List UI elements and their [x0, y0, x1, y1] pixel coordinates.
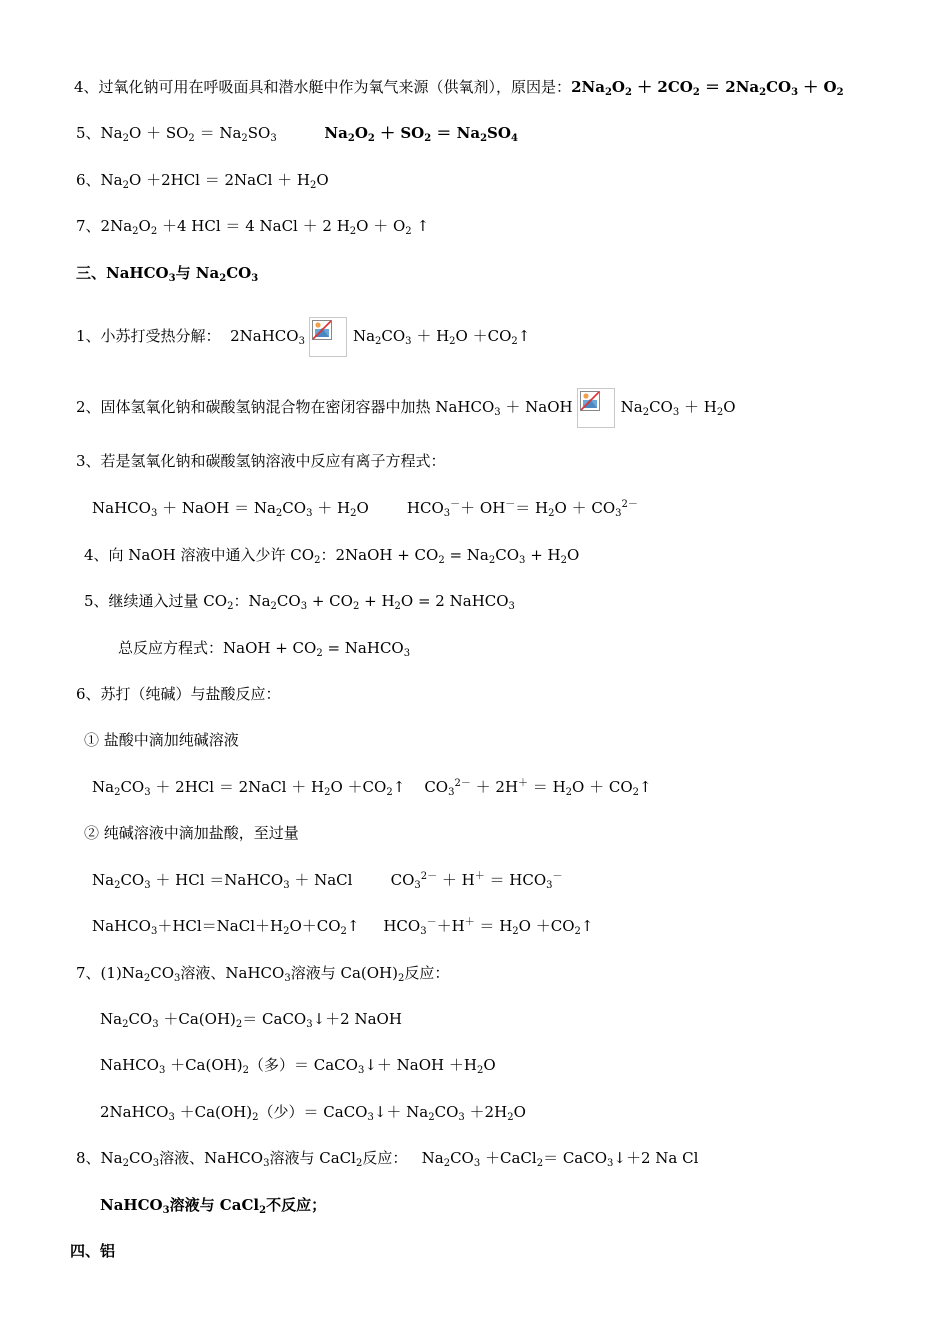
- subscript: 3: [367, 1112, 374, 1123]
- text-run: ＝ H: [474, 917, 513, 935]
- text-run: （少）＝ CaCO: [258, 1103, 368, 1121]
- subscript: 2: [511, 336, 518, 347]
- subscript: 2: [275, 508, 283, 519]
- text-run: 溶液与 CaCl: [169, 1196, 260, 1214]
- subscript: 4: [510, 133, 518, 144]
- text-run: O: [723, 398, 736, 416]
- text-run: NaHCO: [100, 1196, 163, 1214]
- subscript: 3: [283, 880, 290, 891]
- text-run: CO: [276, 592, 301, 610]
- subscript: 2: [143, 973, 151, 984]
- text-run: ＝ 2Na: [699, 78, 760, 96]
- text-run: O: [354, 124, 368, 142]
- subscript: 2: [604, 87, 612, 98]
- text-run: ＋HCl＝NaCl＋H: [157, 917, 284, 935]
- s3-item-5-overall: [118, 638, 410, 658]
- text-run: 反应： Na: [362, 1149, 444, 1167]
- text-run: 5、继续通入过量 CO: [84, 592, 228, 610]
- s3-item-7-heading: [76, 963, 449, 983]
- section-4-heading: [70, 1241, 115, 1261]
- subscript: 2: [316, 648, 323, 659]
- subscript: 2: [759, 87, 767, 98]
- subscript: 2: [624, 87, 632, 98]
- subscript: 2: [270, 601, 277, 612]
- text-run: ＋ NaOH: [500, 398, 573, 416]
- text-run: ＝ Na: [431, 124, 481, 142]
- subscript: 2: [512, 926, 519, 937]
- subscript: 3: [607, 1158, 614, 1169]
- subscript: 2: [574, 926, 581, 937]
- subscript: 2: [227, 601, 234, 612]
- text-run: ↑ CO: [392, 778, 449, 796]
- subscript: 2: [424, 133, 432, 144]
- text-run: ↓＋ Na: [373, 1103, 429, 1121]
- text-run: ＋Ca(OH): [158, 1010, 236, 1028]
- superscript: 2－: [420, 871, 438, 882]
- text-run: SO: [247, 124, 271, 142]
- text-run: O: [513, 1103, 526, 1121]
- subscript: 3: [306, 1019, 313, 1030]
- subscript: 2: [340, 926, 347, 937]
- subscript: 2: [480, 133, 488, 144]
- item-7-sodium-peroxide-hcl: [76, 216, 429, 236]
- subscript: 3: [168, 273, 176, 284]
- text-run: 2NaHCO: [100, 1103, 169, 1121]
- item-6-sodium-oxide-hcl: [76, 170, 329, 190]
- text-run: CO: [120, 871, 145, 889]
- s3-item-5-excess-co2: [84, 591, 515, 611]
- text-run: ＋CaCl: [480, 1149, 537, 1167]
- subscript: 3: [150, 926, 158, 937]
- text-run: 5、Na: [76, 124, 123, 142]
- text-run: NaHCO: [100, 1056, 159, 1074]
- superscript: －: [426, 917, 437, 928]
- subscript: 3: [615, 508, 622, 519]
- subscript: 2: [836, 87, 844, 98]
- s3-item-6-case-2: [84, 823, 299, 843]
- subscript: 3: [508, 601, 515, 612]
- subscript: 2: [507, 1112, 514, 1123]
- text-run: 三、NaHCO: [76, 264, 169, 282]
- text-run: O ＋ CO: [554, 499, 616, 517]
- text-run: O: [611, 78, 625, 96]
- subscript: 3: [443, 508, 451, 519]
- text-run: ＋ OH: [460, 499, 506, 517]
- text-run: 四、铝: [70, 1242, 116, 1260]
- text-run: ＝ CaCO: [242, 1010, 307, 1028]
- text-run: O＋CO: [289, 917, 341, 935]
- subscript: 2: [114, 880, 121, 891]
- text-run: ↑: [639, 778, 652, 796]
- subscript: 2: [428, 1112, 435, 1123]
- subscript: 2: [242, 1065, 249, 1076]
- text-run: CO: [495, 546, 520, 564]
- text-run: 7、2Na: [76, 217, 133, 235]
- text-run: 3、若是氢氧化钠和碳酸氢钠溶液中反应有离子方程式：: [76, 452, 446, 470]
- text-run: ↓＋ NaOH ＋H: [364, 1056, 477, 1074]
- subscript: 3: [251, 273, 259, 284]
- text-run: ＋ 2HCl ＝ 2NaCl ＋ H: [150, 778, 325, 796]
- text-run: ：2NaOH + CO: [320, 546, 439, 564]
- superscript: －: [552, 871, 563, 882]
- s3-item-7-eq1: [100, 1009, 402, 1029]
- subscript: 3: [152, 1158, 160, 1169]
- text-run: O ＋CO: [455, 327, 512, 345]
- text-run: ＋ SO: [374, 124, 425, 142]
- text-run: Na: [620, 398, 643, 416]
- subscript: 3: [519, 555, 526, 566]
- subscript: 2: [122, 133, 129, 144]
- subscript: 2: [716, 407, 724, 418]
- text-run: ：Na: [233, 592, 271, 610]
- subscript: 2: [188, 133, 195, 144]
- subscript: 3: [158, 1065, 166, 1076]
- subscript: 2: [375, 336, 382, 347]
- subscript: 2: [235, 1019, 243, 1030]
- text-run: 与 Na: [175, 264, 220, 282]
- text-run: 反应：: [404, 964, 450, 982]
- subscript: 2: [355, 1158, 363, 1169]
- superscript: 2－: [621, 499, 638, 510]
- s3-item-8-cacl2: [76, 1148, 698, 1168]
- subscript: 2: [283, 926, 290, 937]
- text-run: O: [566, 546, 580, 564]
- subscript: 2: [642, 407, 650, 418]
- subscript: 3: [298, 336, 305, 347]
- subscript: 3: [403, 648, 411, 659]
- superscript: ＋: [464, 917, 475, 928]
- s3-item-7-eq2: [100, 1055, 496, 1075]
- subscript: 3: [420, 926, 427, 937]
- text-run: 6、Na: [76, 171, 123, 189]
- text-run: 8、Na: [76, 1149, 123, 1167]
- text-run: + H: [525, 546, 561, 564]
- text-run: Na: [324, 124, 348, 142]
- text-run: 不反应；: [266, 1196, 327, 1214]
- text-run: ＋ H: [312, 499, 351, 517]
- subscript: 2: [386, 787, 393, 798]
- subscript: 3: [473, 1158, 481, 1169]
- s3-item-7-eq3: [100, 1102, 526, 1122]
- text-run: ＋Ca(OH): [165, 1056, 243, 1074]
- text-run: ＝ CaCO: [543, 1149, 608, 1167]
- text-run: O: [316, 171, 329, 189]
- text-run: ↑: [580, 917, 594, 935]
- superscript: －: [450, 499, 461, 510]
- text-run: ＋ H: [437, 871, 475, 889]
- text-run: 6、苏打（纯碱）与盐酸反应：: [76, 685, 281, 703]
- text-run: ＋ O: [798, 78, 837, 96]
- text-run: O = 2 NaHCO: [400, 592, 509, 610]
- subscript: 2: [114, 787, 121, 798]
- subscript: 2: [536, 1158, 544, 1169]
- s3-item-6-case-1: [84, 730, 239, 750]
- s3-item-3-ionic-intro: [76, 451, 446, 471]
- superscript: －: [505, 499, 516, 510]
- text-run: O ＋ CO: [572, 778, 633, 796]
- s3-item-2-solid-heating: [76, 388, 736, 428]
- text-run: ＋Ca(OH): [174, 1103, 253, 1121]
- text-run: 4、向 NaOH 溶液中通入少许 CO: [84, 546, 315, 564]
- subscript: 2: [122, 1158, 129, 1169]
- text-run: ↓＋2 Na Cl: [613, 1149, 699, 1167]
- text-run: CO: [120, 778, 145, 796]
- subscript: 3: [150, 508, 158, 519]
- text-run: ① 盐酸中滴加纯碱溶液: [84, 731, 239, 749]
- subscript: 2: [397, 973, 405, 984]
- text-run: CO: [282, 499, 307, 517]
- subscript: 3: [791, 87, 799, 98]
- text-run: O: [138, 217, 151, 235]
- subscript: 2: [367, 133, 375, 144]
- text-run: ↑ HCO: [346, 917, 421, 935]
- subscript: 2: [259, 1205, 267, 1216]
- text-run: CO: [434, 1103, 459, 1121]
- text-run: 溶液与 Ca(OH): [290, 964, 398, 982]
- s3-item-6-case-2-eq1: [92, 870, 563, 890]
- text-run: ＋ HCl ＝NaHCO: [150, 871, 284, 889]
- text-run: （多）＝ CaCO: [248, 1056, 358, 1074]
- text-run: SO: [487, 124, 511, 142]
- text-run: ＋2H: [464, 1103, 508, 1121]
- subscript: 3: [152, 1019, 159, 1030]
- text-run: 1、小苏打受热分解： 2NaHCO: [76, 327, 299, 345]
- section-3-heading: [76, 263, 258, 283]
- subscript: 3: [300, 601, 308, 612]
- text-run: ＋ NaCl CO: [289, 871, 415, 889]
- broken-image-icon: [577, 388, 615, 428]
- text-run: CO: [226, 264, 252, 282]
- subscript: 3: [284, 973, 291, 984]
- text-run: ② 纯碱溶液中滴加盐酸，至过量: [84, 824, 299, 842]
- subscript: 3: [448, 787, 455, 798]
- text-run: Na: [100, 1010, 123, 1028]
- subscript: 2: [347, 133, 355, 144]
- subscript: 2: [150, 226, 158, 237]
- subscript: 2: [352, 601, 360, 612]
- text-run: ＋H: [436, 917, 465, 935]
- text-run: ↑: [411, 217, 430, 235]
- subscript: 2: [405, 226, 412, 237]
- text-run: [277, 124, 325, 142]
- text-run: ↓＋2 NaOH: [312, 1010, 402, 1028]
- subscript: 2: [394, 601, 401, 612]
- text-run: 溶液、NaHCO: [180, 964, 285, 982]
- subscript: 3: [494, 407, 501, 418]
- subscript: 3: [270, 133, 277, 144]
- subscript: 2: [692, 87, 700, 98]
- text-run: 2、固体氢氧化钠和碳酸氢钠混合物在密闭容器中加热 NaHCO: [76, 398, 495, 416]
- subscript: 3: [168, 1112, 175, 1123]
- subscript: 2: [122, 180, 129, 191]
- superscript: 2－: [454, 778, 471, 789]
- text-run: 2Na: [571, 78, 605, 96]
- text-run: 溶液与 CaCl: [269, 1149, 356, 1167]
- subscript: 2: [560, 555, 567, 566]
- subscript: 2: [132, 226, 139, 237]
- text-run: 总反应方程式：NaOH + CO: [118, 639, 317, 657]
- text-run: Na: [92, 778, 115, 796]
- text-run: ＝ H: [528, 778, 566, 796]
- subscript: 2: [476, 1065, 484, 1076]
- subscript: 3: [263, 1158, 270, 1169]
- text-run: O HCO: [356, 499, 444, 517]
- subscript: 2: [349, 226, 357, 237]
- text-run: + CO: [307, 592, 353, 610]
- text-run: CO: [450, 1149, 474, 1167]
- text-run: O ＋ SO: [129, 124, 189, 142]
- s3-item-6-case-2-eq2: [92, 916, 593, 936]
- s3-item-8-no-reaction: [100, 1195, 326, 1215]
- subscript: 3: [357, 1065, 365, 1076]
- text-run: 溶液、NaHCO: [159, 1149, 264, 1167]
- text-run: NaHCO: [92, 917, 151, 935]
- text-run: NaHCO: [92, 499, 151, 517]
- subscript: 3: [144, 880, 151, 891]
- text-run: = NaHCO: [322, 639, 404, 657]
- text-run: O ＋CO: [330, 778, 387, 796]
- text-run: O ＋CO: [518, 917, 575, 935]
- text-run: ＝ H: [515, 499, 549, 517]
- text-run: ＋4 HCl ＝ 4 NaCl ＋ 2 H: [157, 217, 350, 235]
- text-run: ＋ 2H: [470, 778, 519, 796]
- subscript: 2: [350, 508, 357, 519]
- text-run: ↑: [517, 327, 531, 345]
- subscript: 3: [174, 973, 181, 984]
- s3-item-6-case-1-equations: [92, 777, 652, 797]
- subscript: 2: [438, 555, 445, 566]
- superscript: ＋: [518, 778, 529, 789]
- text-run: ＋ H: [411, 327, 450, 345]
- text-run: ＋ H: [679, 398, 717, 416]
- superscript: ＋: [474, 871, 485, 882]
- subscript: 2: [565, 787, 573, 798]
- subscript: 3: [672, 407, 680, 418]
- text-run: CO: [150, 964, 175, 982]
- subscript: 3: [306, 508, 313, 519]
- text-run: O ＋ O: [356, 217, 406, 235]
- text-run: 7、(1)Na: [76, 964, 144, 982]
- text-run: Na: [352, 327, 376, 345]
- text-run: Na: [92, 871, 115, 889]
- s3-item-3-equations: [92, 498, 638, 518]
- text-run: O ＋2HCl ＝ 2NaCl ＋ H: [129, 171, 311, 189]
- subscript: 2: [324, 787, 331, 798]
- s3-item-6-heading: [76, 684, 281, 704]
- item-5-sulfur-dioxide-reactions: [76, 123, 518, 143]
- subscript: 2: [310, 180, 317, 191]
- text-run: CO: [129, 1149, 153, 1167]
- item-4-sodium-peroxide-oxygen-source: [74, 77, 844, 97]
- subscript: 2: [314, 555, 321, 566]
- subscript: 3: [144, 787, 151, 798]
- subscript: 2: [632, 787, 640, 798]
- subscript: 2: [122, 1019, 129, 1030]
- subscript: 2: [488, 555, 496, 566]
- text-run: CO: [649, 398, 673, 416]
- broken-image-icon: [309, 317, 347, 357]
- subscript: 3: [546, 880, 553, 891]
- subscript: 2: [449, 336, 456, 347]
- subscript: 2: [443, 1158, 451, 1169]
- s3-item-4-little-co2: [84, 545, 579, 565]
- subscript: 2: [219, 273, 227, 284]
- text-run: O: [483, 1056, 496, 1074]
- text-run: ＝ HCO: [484, 871, 547, 889]
- subscript: 3: [405, 336, 412, 347]
- text-run: 4、过氧化钠可用在呼吸面具和潜水艇中作为氧气来源（供氧剂），原因是：: [74, 78, 572, 96]
- s3-item-1-decomposition: [76, 317, 530, 357]
- text-run: ＋ NaOH ＝ Na: [157, 499, 276, 517]
- text-run: CO: [128, 1010, 153, 1028]
- text-run: ＝ Na: [194, 124, 242, 142]
- text-run: ＋ 2CO: [631, 78, 693, 96]
- subscript: 2: [252, 1112, 259, 1123]
- subscript: 3: [458, 1112, 465, 1123]
- text-run: CO: [381, 327, 406, 345]
- text-run: = Na: [444, 546, 489, 564]
- text-run: CO: [766, 78, 792, 96]
- subscript: 2: [241, 133, 248, 144]
- subscript: 3: [162, 1205, 170, 1216]
- text-run: + H: [359, 592, 395, 610]
- subscript: 2: [548, 508, 555, 519]
- subscript: 3: [414, 880, 421, 891]
